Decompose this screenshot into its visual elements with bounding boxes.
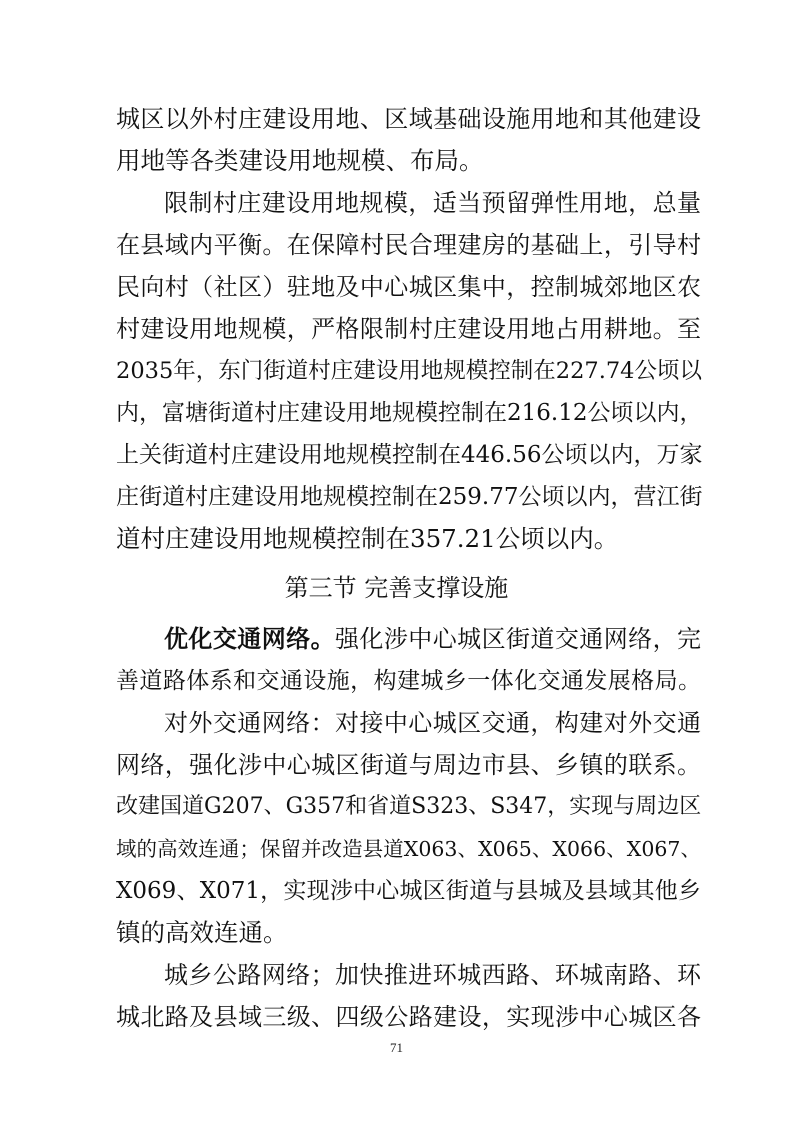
paragraph-line: 道村庄建设用地规模控制在357.21公顷以内。	[116, 524, 619, 553]
paragraph-line: 在县域内平衡。在保障村民合理建房的基础上，引导村	[116, 231, 701, 259]
paragraph-line: 民向村（社区）驻地及中心城区集中，控制城郊地区农	[116, 273, 701, 301]
paragraph-line: X069、X071，实现涉中心城区街道与县城及县域其他乡	[116, 878, 701, 904]
paragraph-line: 对外交通网络：对接中心城区交通，构建对外交通	[164, 709, 701, 737]
paragraph-line: 城乡公路网络；加快推进环城西路、环城南路、环	[164, 961, 701, 989]
paragraph-lead: 优化交通网络。	[164, 625, 335, 653]
section-heading: 第三节 完善支撑设施	[284, 574, 509, 602]
paragraph-line: 2035年，东门街道村庄建设用地规模控制在227.74公顷以	[116, 358, 702, 384]
paragraph-line: 内，富塘街道村庄建设用地规模控制在216.12公顷以内，	[116, 400, 703, 426]
page-number: 71	[390, 1040, 403, 1055]
paragraph-line: 城北路及县域三级、四级公路建设，实现涉中心城区各	[116, 1003, 701, 1031]
paragraph-line: 上关街道村庄建设用地规模控制在446.56公顷以内，万家	[116, 442, 703, 468]
paragraph-text: 强化涉中心城区街道交通网络，完	[335, 625, 701, 653]
paragraph-line: 域的高效连通；保留并改造县道X063、X065、X066、X067、	[116, 837, 701, 861]
paragraph-line: 改建国道G207、G357和省道S323、S347，实现与周边区	[116, 794, 702, 819]
paragraph-line-with-lead	[164, 621, 701, 657]
paragraph-line: 城区以外村庄建设用地、区域基础设施用地和其他建设	[116, 105, 701, 133]
paragraph-line: 用地等各类建设用地规模、布局。	[116, 146, 484, 175]
paragraph-line: 善道路体系和交通设施，构建城乡一体化交通发展格局。	[116, 668, 701, 694]
paragraph-line: 庄街道村庄建设用地规模控制在259.77公顷以内，营江街	[116, 484, 703, 510]
paragraph-line: 村建设用地规模，严格限制村庄建设用地占用耕地。至	[116, 315, 701, 343]
paragraph-line: 网络，强化涉中心城区街道与周边市县、乡镇的联系。	[116, 751, 701, 779]
paragraph-line: 限制村庄建设用地规模，适当预留弹性用地，总量	[164, 189, 701, 217]
paragraph-line: 镇的高效连通。	[116, 918, 288, 947]
